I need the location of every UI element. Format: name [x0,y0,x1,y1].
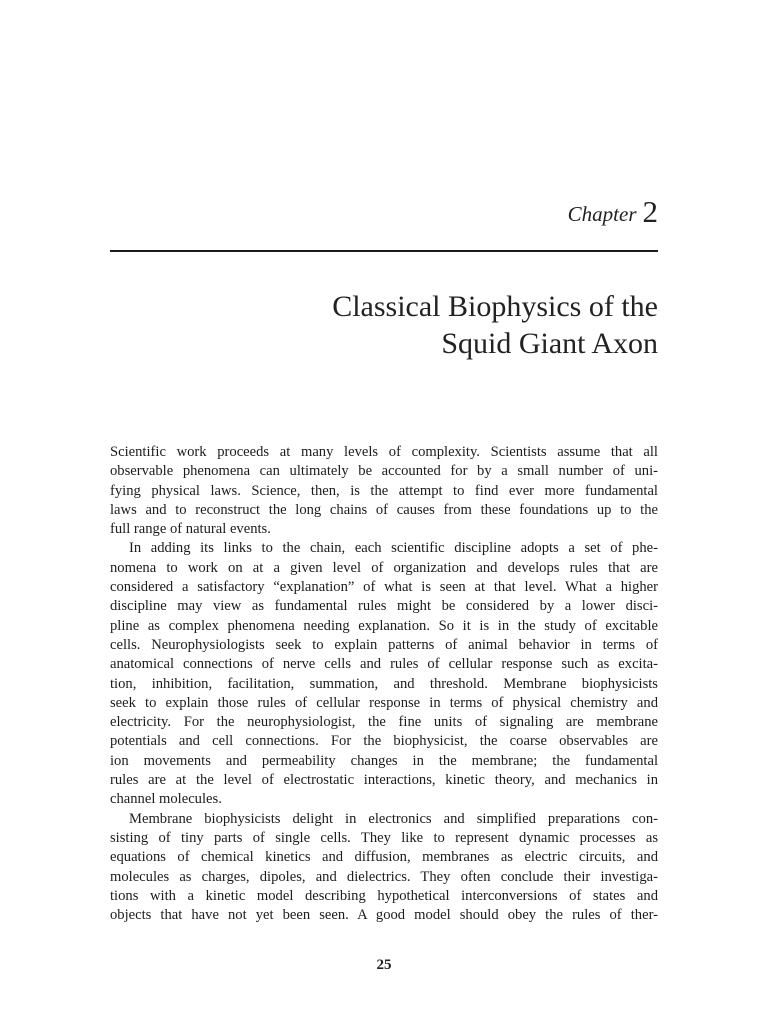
chapter-title-line-1: Classical Biophysics of the [332,290,658,323]
text-line: tion, inhibition, facilitation, summation, and threshold. Membrane biophysicists [110,675,658,692]
text-line: channel molecules. [110,791,222,808]
text-line: ion movements and permeability changes in the membrane; the fundamental [110,752,658,769]
text-line: sisting of tiny parts of single cells. They like to represent dynamic processes as [110,829,658,846]
text-line: electricity. For the neurophysiologist, the fine units of signaling are membrane [110,714,658,731]
chapter-word: Chapter [567,202,637,226]
body-text [110,443,658,925]
chapter-number: 2 [642,194,658,229]
chapter-title [138,288,658,362]
text-line: nomena to work on at a given level of organization and develops rules that are [110,559,658,576]
text-line: discipline may view as fundamental rules might be considered by a lower disci- [110,598,658,615]
chapter-title-line-2: Squid Giant Axon [441,327,658,360]
text-line: Membrane biophysicists delight in electronics and simplified preparations con- [129,810,658,827]
text-line: anatomical connections of nerve cells and rules of cellular response such as excita- [110,656,658,673]
text-line: In adding its links to the chain, each scientific discipline adopts a set of phe- [129,540,658,557]
text-line: potentials and cell connections. For the biophysicist, the coarse observables are [110,733,658,750]
chapter-rule [110,250,658,252]
page-number: 25 [376,957,392,973]
text-line: observable phenomena can ultimately be accounted for by a small number of uni- [110,463,658,480]
text-line: tions with a kinetic model describing hypothetical interconversions of states and [110,887,658,904]
text-line: equations of chemical kinetics and diffusion, membranes as electric circuits, and [110,849,658,866]
text-line: rules are at the level of electrostatic interactions, kinetic theory, and mechanics in [110,772,658,789]
text-line: full range of natural events. [110,521,271,538]
text-line: molecules as charges, dipoles, and dielectrics. They often conclude their investiga- [110,868,658,885]
text-line: considered a satisfactory “explanation” of what is seen at that level. What a higher [110,579,658,596]
text-line: Scientific work proceeds at many levels of complexity. Scientists assume that all [110,444,658,460]
text-line: seek to explain those rules of cellular response in terms of physical chemistry and [110,694,658,711]
text-line: laws and to reconstruct the long chains of causes from these foundations up to the [110,501,658,518]
text-line: pline as complex phenomena needing explanation. So it is in the study of excitable [110,617,658,634]
chapter-label [568,196,658,227]
text-line: objects that have not yet been seen. A good model should obey the rules of ther- [110,907,658,924]
text-line: fying physical laws. Science, then, is the attempt to find ever more fundamental [110,482,658,499]
text-line: cells. Neurophysiologists seek to explain patterns of animal behavior in terms of [110,636,658,653]
